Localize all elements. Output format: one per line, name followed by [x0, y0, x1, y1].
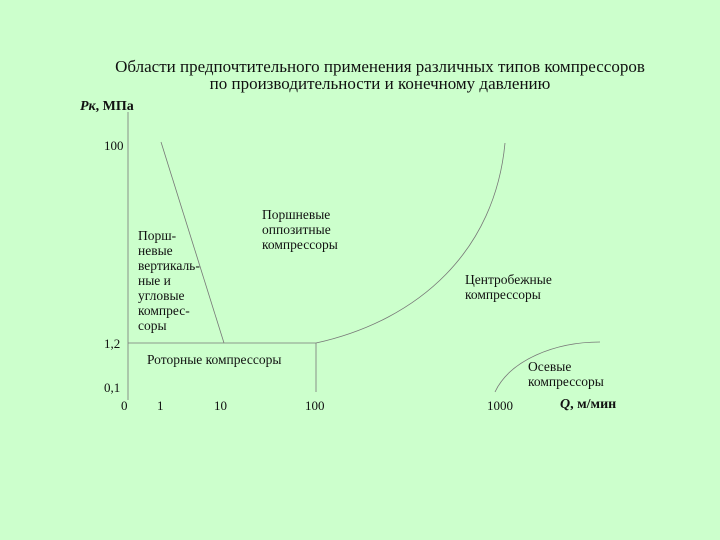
y-axis-symbol: Pк: [80, 99, 96, 114]
y-tick-100: 100: [104, 138, 124, 153]
x-axis-label: [560, 397, 616, 413]
x-axis-symbol: Q: [560, 397, 571, 412]
x-tick-100: 100: [305, 398, 325, 413]
region-opposed-reciprocating: Поршневые оппозитные компрессоры: [262, 207, 338, 252]
title-line-1: Области предпочтительного применения различных типов компрессоров: [115, 57, 645, 76]
y-axis-unit: , МПа: [95, 99, 134, 114]
x-axis-unit: , м/мин: [570, 397, 617, 412]
x-tick-1000: 1000: [487, 398, 513, 413]
region-centrifugal: Центробежные компрессоры: [465, 272, 552, 302]
title-line-2: по производительности и конечному давлению: [209, 74, 551, 93]
x-tick-10: 10: [214, 398, 227, 413]
region-rotary: Роторные компрессоры: [147, 352, 282, 367]
y-axis-label: [80, 99, 134, 115]
x-tick-1: 1: [157, 398, 164, 413]
region-axial: Осевые компрессоры: [528, 359, 604, 389]
y-tick-1-2: 1,2: [104, 336, 121, 351]
region-reciprocating-vertical: Порш- невые вертикаль- ные и угловые компрес- соры: [138, 228, 200, 333]
y-tick-0-1: 0,1: [104, 380, 121, 395]
boundary-centrifugal: [316, 143, 505, 343]
x-tick-0: 0: [121, 398, 128, 413]
